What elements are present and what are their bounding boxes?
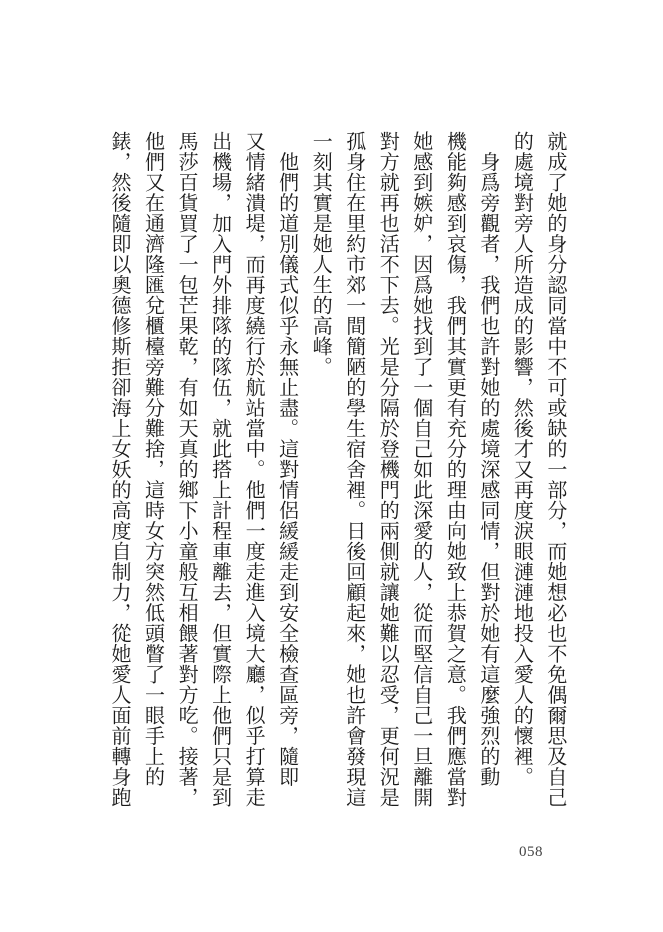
text-column: 孤身住在里約市郊一間簡陋的學生宿舍裡。日後回顧起來，她也許會發現這 — [342, 131, 367, 808]
text-column: 一刻其實是她人生的高峰。 — [309, 131, 334, 377]
text-column: 錶，然後隨即以奧德修斯拒卻海上女妖的高度自制力，從她愛人面前轉身跑 — [108, 131, 132, 808]
vertical-text-block — [108, 131, 568, 851]
text-column: 他們的道別儀式似乎永無止盡。這對情侶緩緩走到安全檢查區旁，隨即 — [275, 131, 300, 787]
text-column: 就成了她的身分認同當中不可或缺的一部分，而她想必也不免偶爾思及自己 — [543, 131, 568, 808]
text-column: 機能夠感到哀傷，我們其實更有充分的理由向她致上恭賀之意。我們應當對 — [443, 131, 468, 808]
text-column: 身爲旁觀者，我們也許對她的處境深感同情，但對於她有這麼強烈的動 — [476, 131, 501, 787]
text-column: 出機場，加入門外排隊的隊伍，就此搭上計程車離去，但實際上他們只是到 — [208, 131, 233, 808]
text-column: 馬莎百貨買了一包芒果乾，有如天真的鄉下小童般互相餵著對方吃。接著， — [175, 131, 200, 808]
text-column: 他們又在通濟隆匯兌櫃檯旁難分難捨，這時女方突然低頭瞥了一眼手上的 — [141, 131, 166, 787]
text-column: 對方就再也活不下去。光是分隔於登機門的兩側就讓她難以忍受，更何況是 — [376, 131, 401, 808]
text-column: 她感到嫉妒，因爲她找到了一個自己如此深愛的人，從而堅信自己一旦離開 — [409, 131, 434, 808]
text-column: 的處境對旁人所造成的影響，然後才又再度淚眼漣漣地投入愛人的懷裡。 — [510, 131, 535, 787]
page-number: 058 — [519, 844, 543, 860]
text-column: 又情緒潰堤，而再度繞行於航站當中。他們一度走進入境大廳，似乎打算走 — [242, 131, 267, 808]
